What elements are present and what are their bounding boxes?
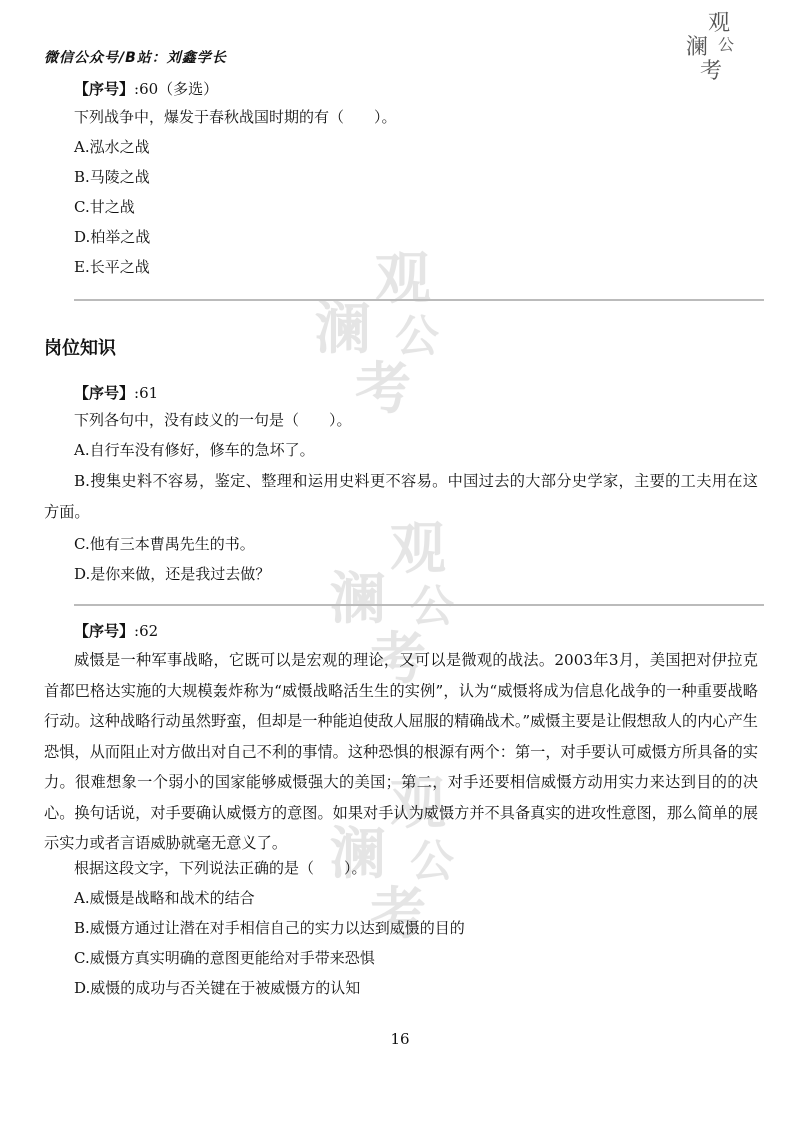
option-a: A.威慑是战略和战术的结合 (74, 889, 255, 907)
section-divider (74, 299, 764, 301)
watermark: 观 澜 公 考 (315, 246, 439, 422)
logo-char: 考 (700, 59, 723, 84)
option-b: B.马陵之战 (74, 168, 150, 186)
option-b: B.搜集史料不容易，鉴定、整理和运用史料更不容易。中国过去的大部分史学家，主要的工夫用在这方面。 (44, 472, 758, 521)
question-stem: 下列各句中，没有歧义的一句是（ ）。 (74, 411, 352, 429)
option-b: B.威慑方通过让潜在对手相信自己的实力以达到威慑的目的 (74, 919, 465, 937)
section-title: 岗位知识 (44, 338, 116, 359)
option-c: C.威慑方真实明确的意图更能给对手带来恐惧 (74, 949, 375, 967)
page-number: 16 (390, 1030, 410, 1048)
option-a: A.泓水之战 (74, 138, 150, 156)
logo-char: 澜 (686, 35, 709, 60)
brand-logo (678, 6, 748, 84)
option-d: D.威慑的成功与否关键在于被威慑方的认知 (74, 979, 361, 997)
logo-char: 观 (708, 11, 731, 36)
question-number-label: 【序号】 (74, 622, 135, 640)
watermark: 观 澜 公 考 (330, 516, 454, 692)
logo-char: 公 (718, 35, 735, 54)
section-divider (74, 604, 764, 606)
question-number (74, 78, 218, 99)
question-number (74, 382, 158, 403)
question-stem: 下列战争中，爆发于春秋战国时期的有（ ）。 (74, 108, 397, 126)
option-e: E.长平之战 (74, 258, 150, 276)
question-number-label: 【序号】 (74, 80, 135, 98)
option-a: A.自行车没有修好，修车的急坏了。 (74, 441, 315, 459)
question-number-value: :60 (134, 80, 159, 98)
question-type: （多选） (158, 80, 219, 98)
option-c: C.甘之战 (74, 198, 135, 216)
question-number (74, 620, 158, 641)
question-number-value: :62 (134, 622, 159, 640)
option-d: D.是你来做，还是我过去做？ (74, 565, 271, 583)
question-number-label: 【序号】 (74, 384, 135, 402)
question-stem: 根据这段文字，下列说法正确的是（ ）。 (74, 859, 367, 877)
header-credit: 微信公众号/B站：刘鑫学长 (44, 50, 227, 66)
option-d: D.柏举之战 (74, 228, 151, 246)
question-number-value: :61 (134, 384, 159, 402)
question-passage: 威慑是一种军事战略，它既可以是宏观的理论，又可以是微观的战法。2003年3月，美国把对伊拉克首都巴格达实施的大规模轰炸称为“威慑战略活生生的实例”，认为“威慑将成为信息化战争的一种重要战略行动。这种战略行动虽然野蛮，但却是一种能迫使敌人屈服的精确战术。”威慑主要是让假想敌人的内心产生恐惧，从而阻止对方做出对自己不利的事情。这种恐惧的根源有两个：第一，对手要认可威慑方所具备的实力。很难想象一个弱小的国家能够威慑强大的美国；第二，对手还要相信威慑方动用实力来达到目的的决心。换句话说，对手要确认威慑方的意图。如果对手认为威慑方并不具备真实的进攻性意图，那么简单的展示实力或者言语威胁就毫无意义了。 (44, 651, 758, 852)
option-c: C.他有三本曹禺先生的书。 (74, 535, 255, 553)
watermark: 观 澜 公 考 (330, 771, 454, 947)
